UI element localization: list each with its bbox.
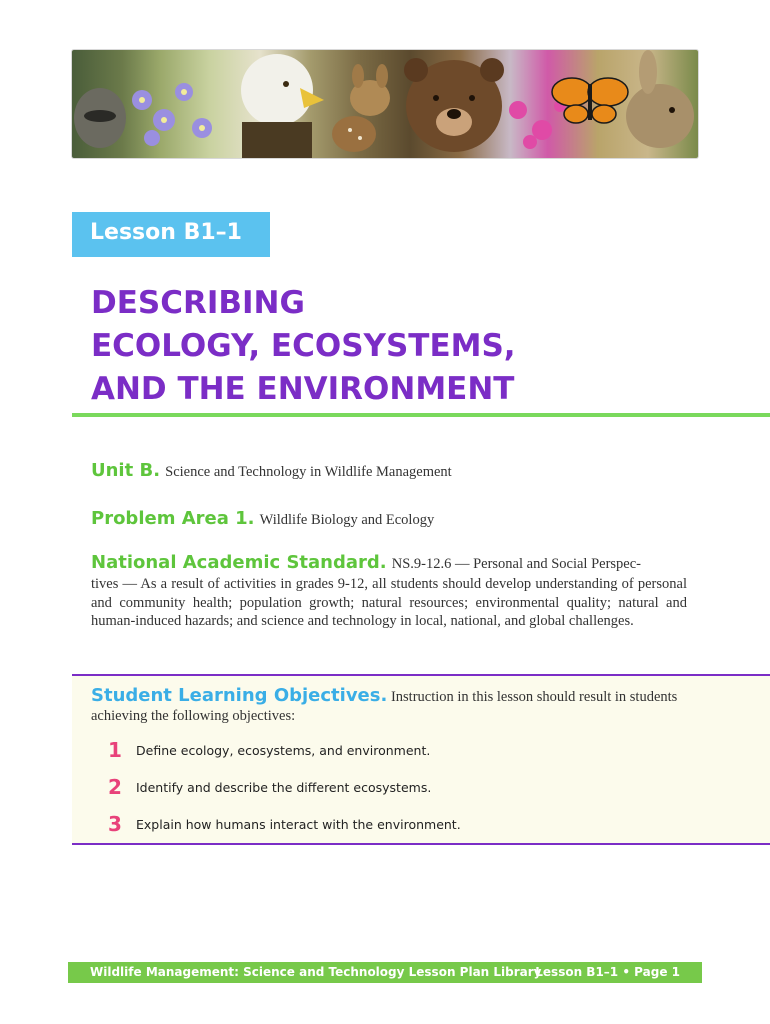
footer-library-title: Wildlife Management: Science and Technology Lesson Plan Library	[90, 965, 542, 979]
objective-text: Identify and describe the different ecosystems.	[136, 780, 432, 795]
objective-number: 1	[108, 738, 122, 762]
unit-line	[91, 460, 452, 481]
problem-area-line	[91, 508, 434, 529]
footer-page-number: Lesson B1–1 • Page 1	[535, 965, 680, 979]
objective-number: 2	[108, 775, 122, 799]
unit-text: Science and Technology in Wildlife Management	[165, 464, 452, 480]
title-line: ECOLOGY, ECOSYSTEMS,	[91, 328, 516, 364]
standard-code: NS.9-12.6 — Personal and Social Perspec-	[391, 556, 641, 572]
objectives-intro: Instruction in this lesson should result in students achieving the following objectives:	[91, 689, 678, 724]
wildlife-banner-image	[72, 50, 698, 158]
standard-text: tives — As a result of activities in grades 9-12, all students should develop understanding of personal and community health; population growth; natural resources; environmental quality; natural and human-induced hazards; and science and technology in local, national, and global challenges.	[91, 576, 687, 629]
objectives-box	[72, 674, 770, 845]
objectives-header	[91, 686, 687, 726]
lesson-title	[91, 282, 516, 411]
objective-text: Define ecology, ecosystems, and environment.	[136, 743, 431, 758]
standard-block	[91, 552, 687, 631]
objective-text: Explain how humans interact with the environment.	[136, 817, 461, 832]
problem-area-label: Problem Area 1.	[91, 508, 255, 529]
title-line: AND THE ENVIRONMENT	[91, 371, 515, 407]
objective-number: 3	[108, 812, 122, 836]
standard-label: National Academic Standard.	[91, 552, 387, 573]
title-line: DESCRIBING	[91, 285, 305, 321]
problem-area-text: Wildlife Biology and Ecology	[259, 512, 435, 528]
page-footer	[68, 962, 702, 983]
title-divider	[72, 413, 770, 417]
lesson-tab	[72, 212, 270, 257]
lesson-tab-label: Lesson B1–1	[90, 220, 242, 245]
objectives-label: Student Learning Objectives.	[91, 685, 388, 706]
unit-label: Unit B.	[91, 460, 161, 481]
